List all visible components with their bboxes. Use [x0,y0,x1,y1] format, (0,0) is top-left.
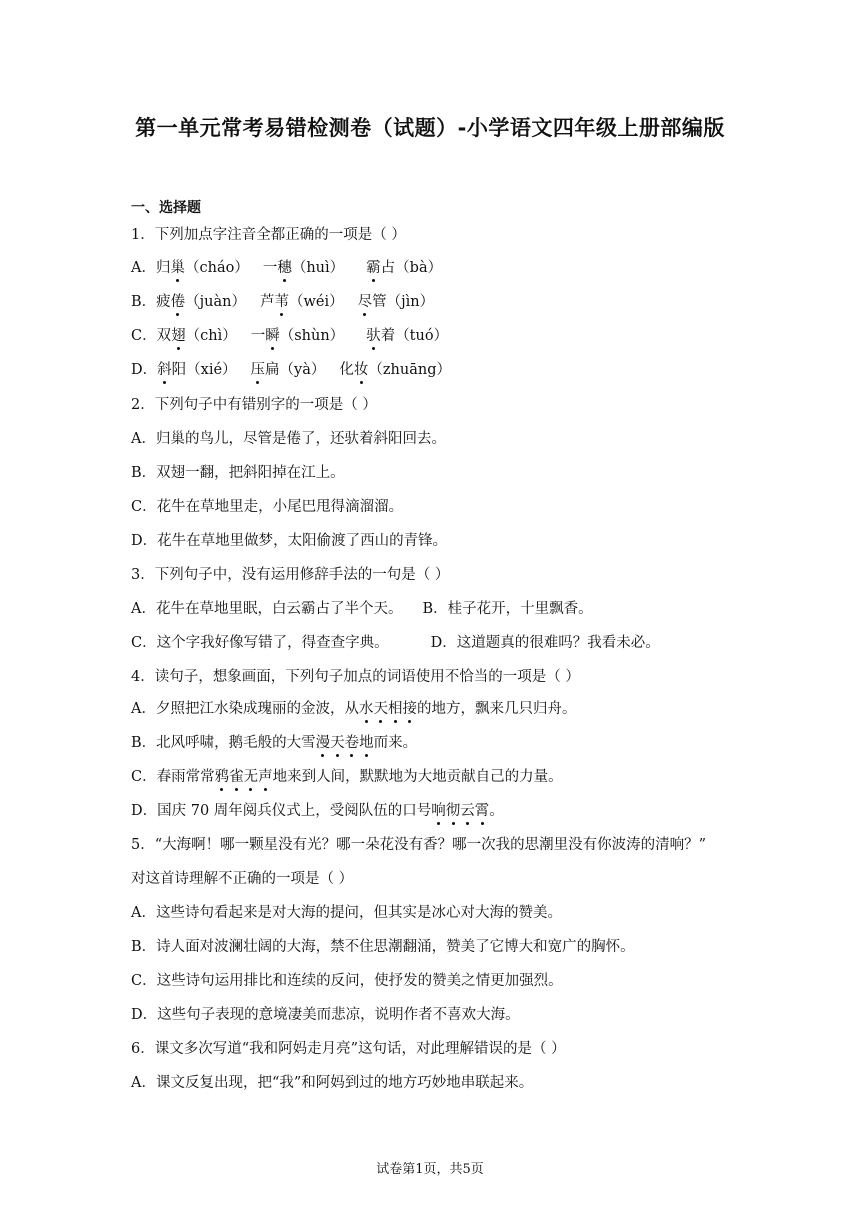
question-3-option-c: C．这个字我好像写错了，得查查字典。 [131,635,389,651]
question-2-option-b: B．双翅一翻，把斜阳掉在江上。 [131,465,345,481]
question-5-option-d: D．这些句子表现的意境凄美而悲凉，说明作者不喜欢大海。 [131,1007,520,1023]
question-3-option-b: B．桂子花开，十里飘香。 [422,601,593,617]
dotted-char: 水 [358,701,374,717]
question-6-stem: 6．课文多次写道“我和阿妈走月亮”这句话，对此理解错误的是（ ） [131,1041,566,1057]
question-1-stem: 1．下列加点字注音全都正确的一项是（ ） [131,227,406,243]
page-title: 第一单元常考易错检测卷（试题）-小学语文四年级上册部编版 [135,116,725,140]
question-4-option-a: A．夕照把江水染成瑰丽的金波，从水天相接的地方，飘来几只归舟。 [131,701,577,717]
dotted-char: 雀 [229,769,244,785]
question-5-option-b: B．诗人面对波澜壮阔的大海，禁不住思潮翻涌，赞美了它博大和宽广的胸怀。 [131,939,635,955]
question-1-option-b: B．疲倦（juàn） 芦苇（wéi） 尽管（jìn） [131,294,435,310]
dotted-char: 驮 [366,328,381,344]
question-3-options-cd [131,634,660,652]
question-2-option-a: A．归巢的鸟儿，尽管是倦了，还驮着斜阳回去。 [131,431,446,447]
dotted-char: 接 [402,701,417,717]
dotted-char: 鸦 [214,769,230,785]
dotted-char: 翅 [171,328,186,344]
question-2-option-d: D．花牛在草地里做梦，太阳偷渡了西山的青锋。 [131,533,448,549]
dotted-char: 天 [373,701,388,717]
question-3-option-a: A．花牛在草地里眠，白云霸占了半个天。 [131,601,403,617]
question-5-option-c: C．这些诗句运用排比和连续的反问，使抒发的赞美之情更加强烈。 [131,973,563,989]
question-5-quote: 5．“大海啊！哪一颗星没有光？哪一朵花没有香？哪一次我的思潮里没有你波涛的清响？” [131,837,707,853]
dotted-char: 声 [258,769,273,785]
dotted-char: 云 [460,803,475,819]
dotted-char: 斜 [157,362,172,378]
dotted-char: 霸 [366,260,381,276]
dotted-char: 天 [330,735,345,751]
question-1-option-c: C．双翅（chì） 一瞬（shùn） 驮着（tuó） [131,328,449,344]
dotted-char: 彻 [445,803,461,819]
question-1-option-a: A．归巢（cháo） 一穗（huì） 霸占（bà） [131,260,443,276]
question-3-option-d: D．这道题真的很难吗？我看未必。 [430,635,660,651]
section-heading: 一、选择题 [131,200,201,216]
question-2-stem: 2．下列句子中有错别字的一项是（ ） [131,397,377,413]
dotted-char: 穗 [277,260,292,276]
question-2-option-c: C．花牛在草地里走，小尾巴甩得滴溜溜。 [131,499,404,515]
dotted-char: 巢 [170,260,185,276]
dotted-char: 卷 [344,735,360,751]
dotted-char: 漫 [315,735,331,751]
dotted-char: 尽 [357,294,373,310]
page-footer: 试卷第1页，共5页 [376,1162,484,1177]
dotted-char: 瞬 [265,328,280,344]
dotted-char: 响 [431,803,446,819]
dotted-char: 相 [387,701,403,717]
question-4-option-d: D．国庆 70 周年阅兵仪式上，受阅队伍的口号响彻云霄。 [131,803,504,819]
question-4-option-c: C．春雨常常鸦雀无声地来到人间，默默地为大地贡献自己的力量。 [131,769,563,785]
question-5-stem: 对这首诗理解不正确的一项是（ ） [131,871,354,887]
question-3-stem: 3．下列句子中，没有运用修辞手法的一句是（ ） [131,567,450,583]
dotted-char: 妆 [353,362,369,378]
dotted-char: 苇 [274,294,289,310]
question-1-option-d: D．斜阳（xié） 压扁（yà） 化妆（zhuāng） [131,362,451,378]
dotted-char: 无 [243,769,259,785]
question-4-stem: 4．读句子，想象画面，下列句子加点的词语使用不恰当的一项是（ ） [131,669,580,685]
dotted-char: 地 [359,735,374,751]
question-3-options-ab [131,600,593,618]
dotted-char: 倦 [170,294,186,310]
question-5-option-a: A．这些诗句看起来是对大海的提问，但其实是冰心对大海的赞美。 [131,905,562,921]
question-6-option-a: A．课文反复出现，把“我”和阿妈到过的地方巧妙地串联起来。 [131,1075,534,1091]
question-4-option-b: B．北风呼啸，鹅毛般的大雪漫天卷地而来。 [131,735,418,751]
dotted-char: 霄 [474,803,490,819]
dotted-char: 压 [250,362,266,378]
